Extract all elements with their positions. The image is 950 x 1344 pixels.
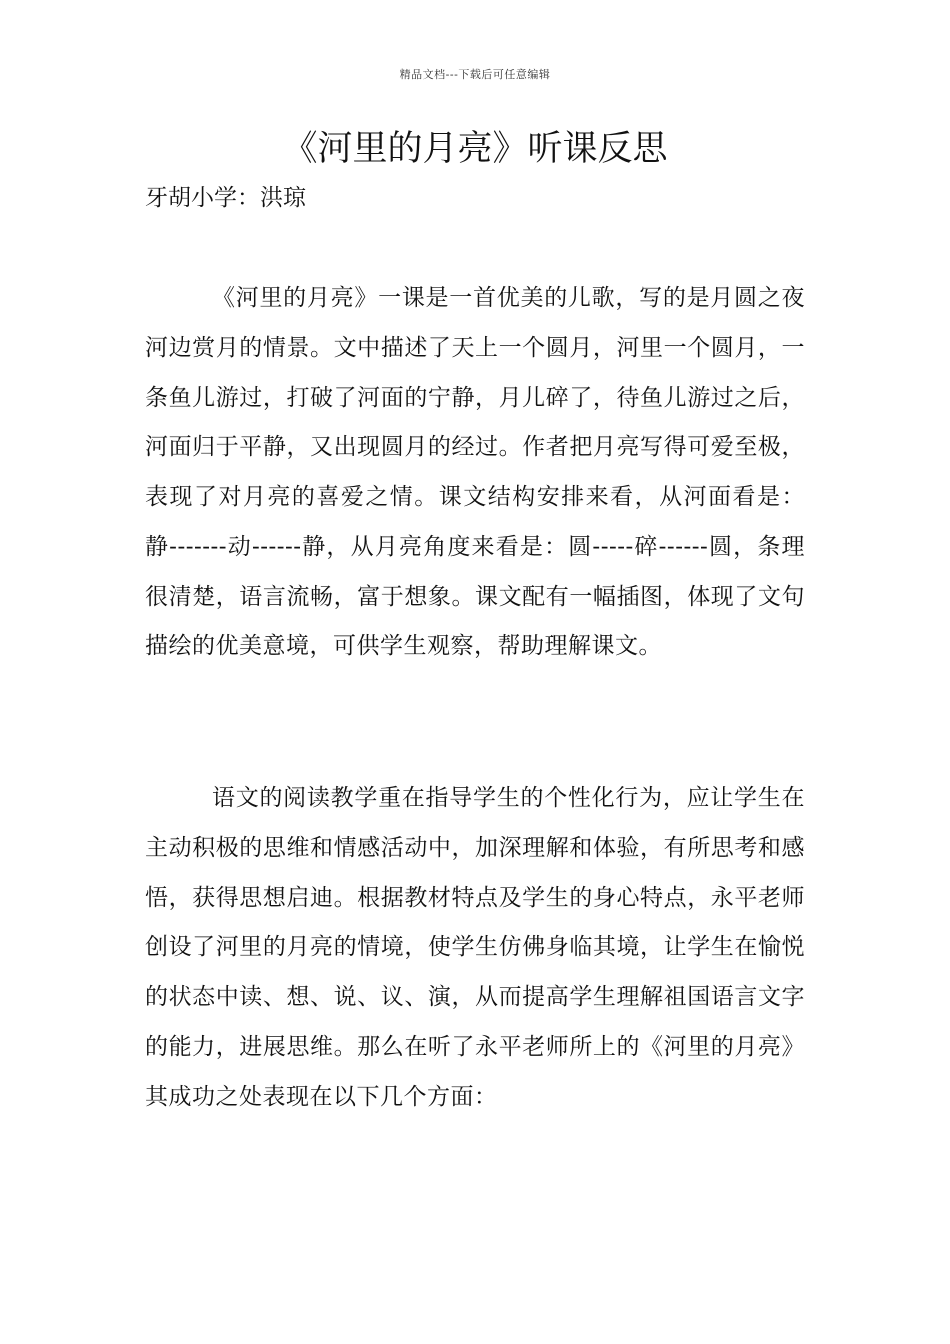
header-note: 精品文档---下载后可任意编辑 bbox=[399, 68, 551, 81]
document-title: 《河里的月亮》听课反思 bbox=[282, 129, 668, 169]
author-line: 牙胡小学：洪琼 bbox=[145, 185, 306, 211]
body-paragraph-2: 语文的阅读教学重在指导学生的个性化行为，应让学生在主动积极的思维和情感活动中，加深理解和体验，有所思考和感悟，获得思想启迪。根据教材特点及学生的身心特点，永平老师创设了河里的月亮的情境，使学生仿佛身临其境，让学生在愉悦的状态中读、想、说、议、演，从而提高学生理解祖国语言文字的能力，进展思维。那么在听了永平老师所上的《河里的月亮》其成功之处表现在以下几个方面： bbox=[145, 785, 805, 1110]
body-paragraph-1: 《河里的月亮》一课是一首优美的儿歌，写的是月圆之夜河边赏月的情景。文中描述了天上一个圆月，河里一个圆月，一条鱼儿游过，打破了河面的宁静，月儿碎了，待鱼儿游过之后，河面归于平静，又出现圆月的经过。作者把月亮写得可爱至极，表现了对月亮的喜爱之情。课文结构安排来看，从河面看是：静-------动------静，从月亮角度来看是：圆-----碎------圆，条理很清楚，语言流畅，富于想象。课文配有一幅插图，体现了文句描绘的优美意境，可供学生观察，帮助理解课文。 bbox=[145, 285, 805, 660]
